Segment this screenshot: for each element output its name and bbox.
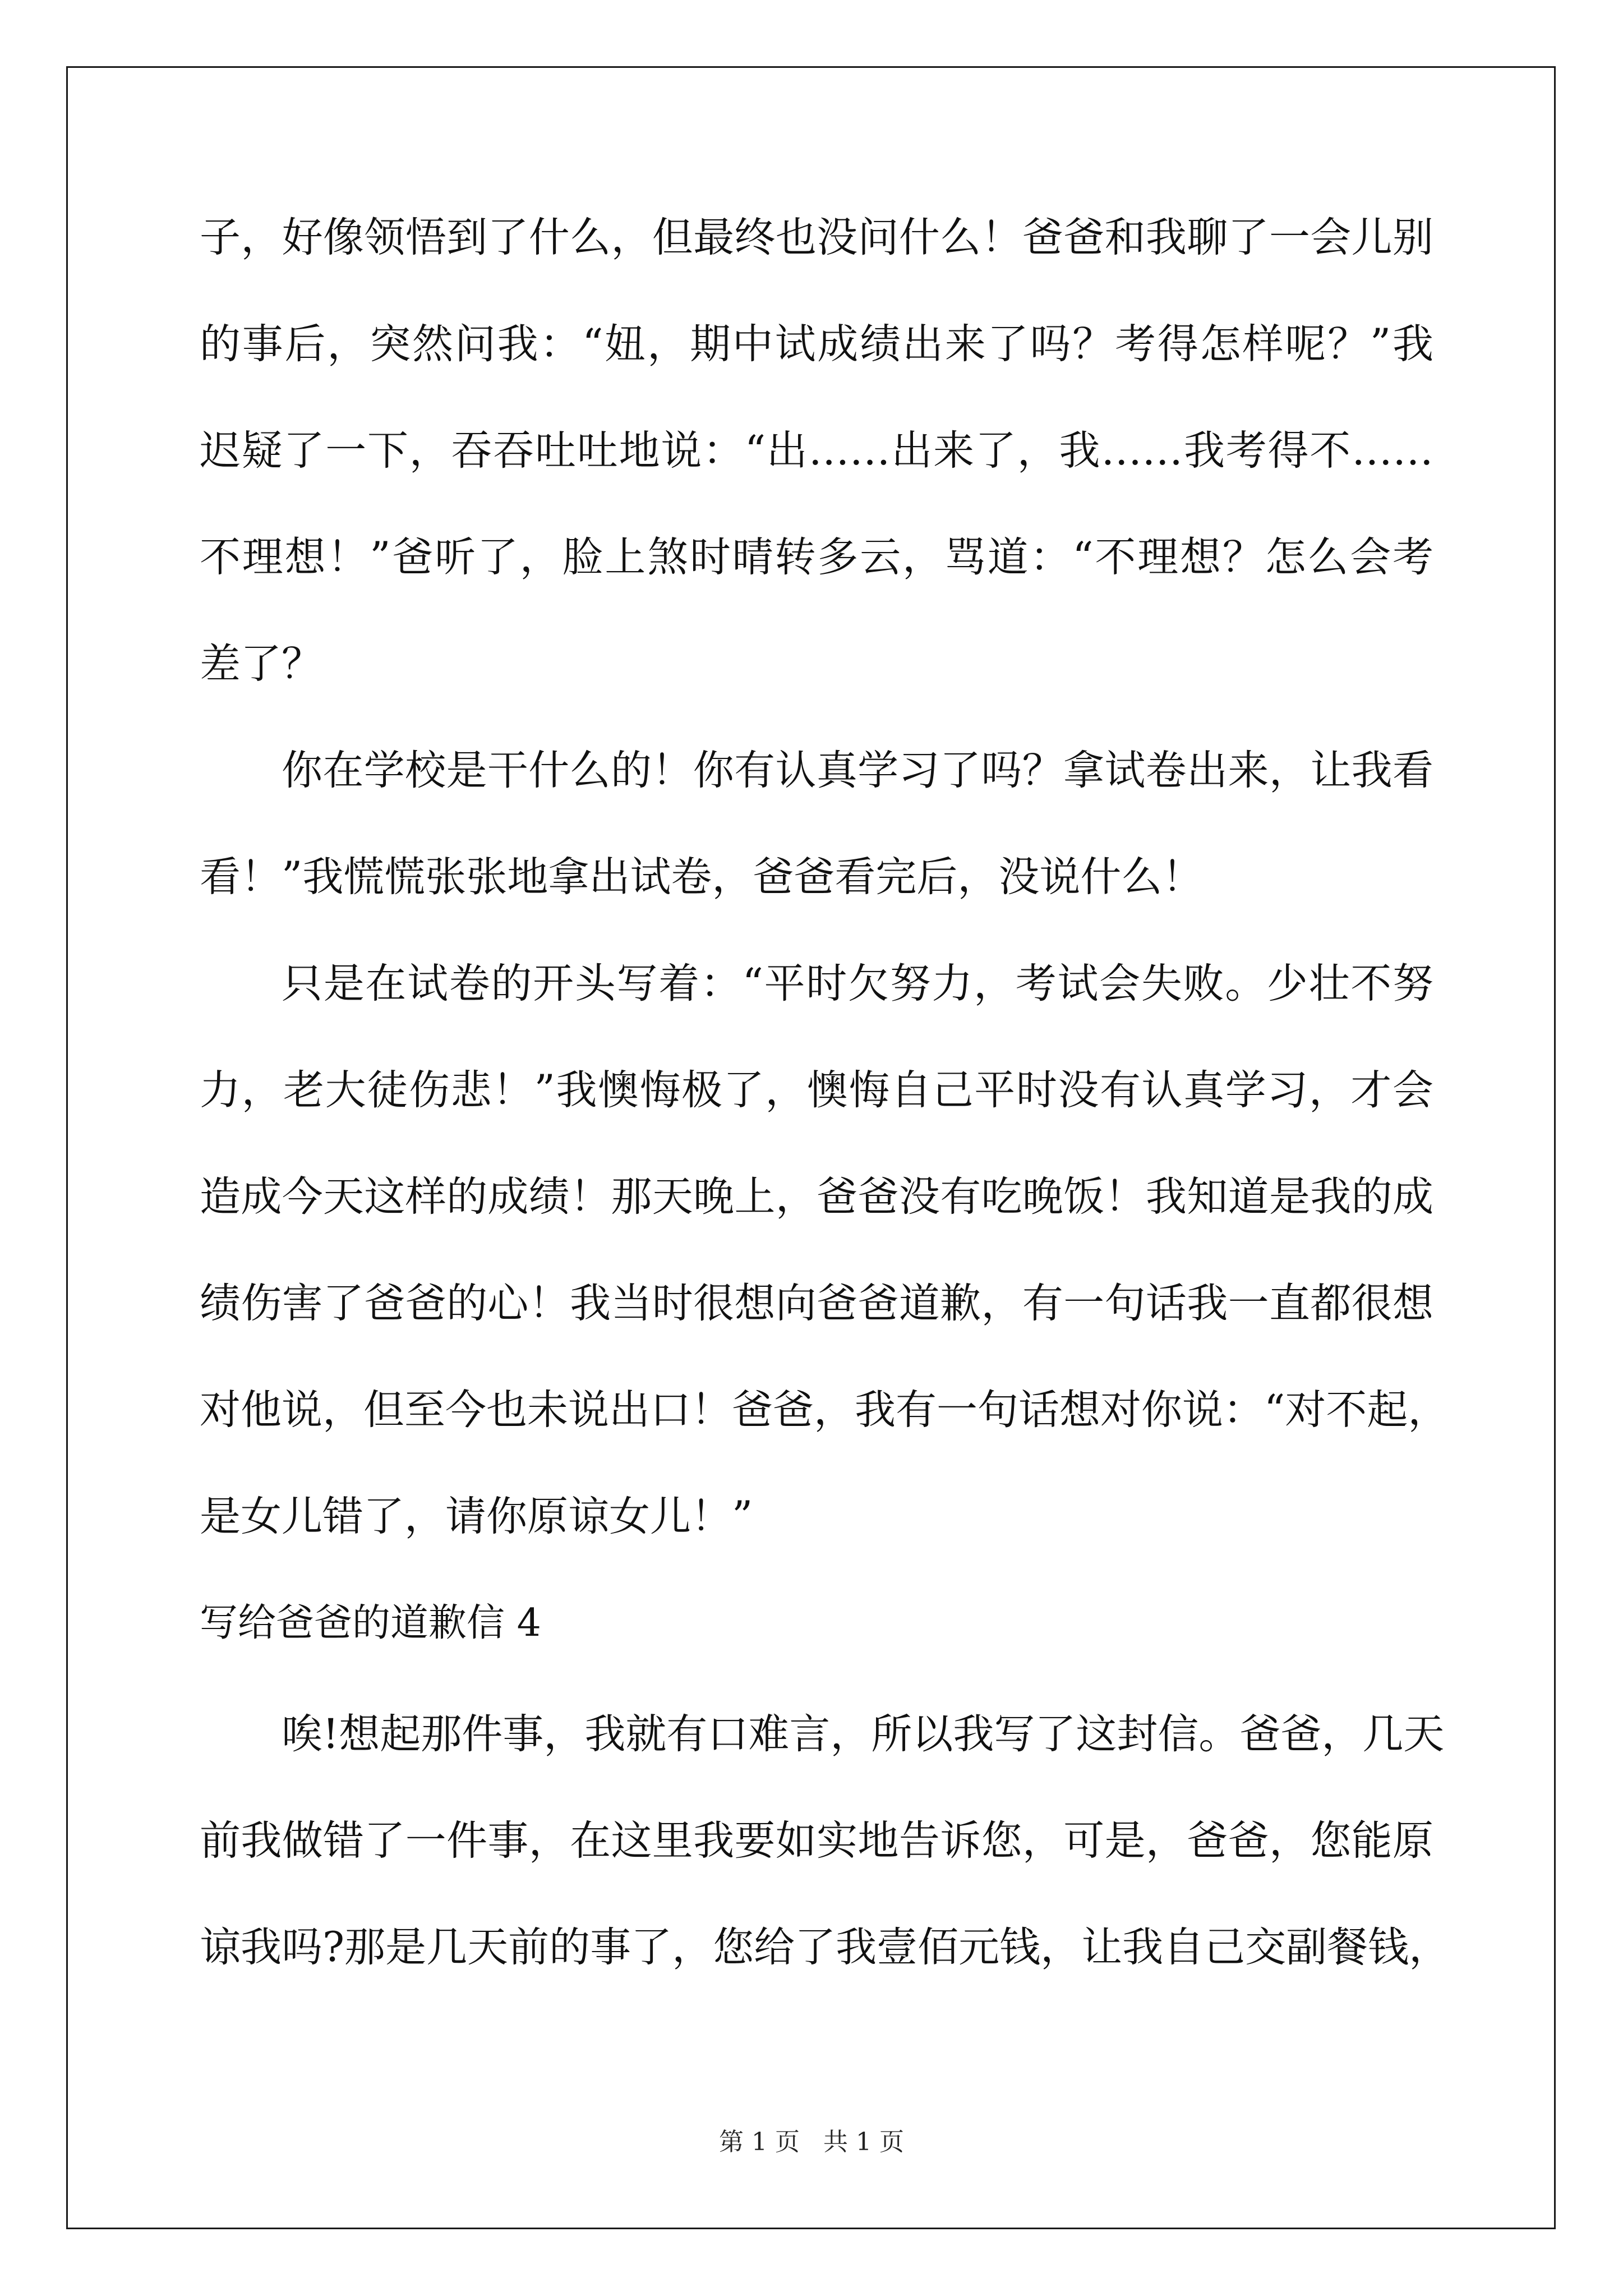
paragraph-start-line: 唉!想起那件事，我就有口难言，所以我写了这封信。爸爸，几天 [282,1710,1445,1758]
page-footer: 第 1 页 共 1 页 [719,2128,904,2156]
paragraph-start-line: 只是在试卷的开头写着：“平时欠努力，考试会失败。少壮不努 [282,960,1433,1007]
text-line: 谅我吗?那是几天前的事了，您给了我壹佰元钱，让我自己交副餐钱， [200,1924,1450,1971]
text-line: 对他说，但至今也未说出口！爸爸，我有一句话想对你说：“对不起， [200,1386,1449,1434]
text-line: 子，好像领悟到了什么，但最终也没问什么！爸爸和我聊了一会儿别 [200,214,1433,261]
text-line: 绩伤害了爸爸的心！我当时很想向爸爸道歉，有一句话我一直都很想 [200,1280,1433,1327]
text-line: 力，老大徒伤悲！”我懊悔极了，懊悔自己平时没有认真学习，才会 [200,1066,1433,1114]
text-line: 迟疑了一下，吞吞吐吐地说：“出……出来了，我……我考得不…… [200,427,1433,475]
paragraph-start-line: 你在学校是干什么的！你有认真学习了吗？拿试卷出来，让我看 [282,747,1433,794]
text-line: 看！”我慌慌张张地拿出试卷，爸爸看完后，没说什么！ [200,853,1204,901]
text-line: 的事后，突然问我：“妞，期中试成绩出来了吗？考得怎样呢？”我 [200,320,1433,368]
document-body [200,214,1450,2032]
text-line: 不理想！”爸听了，脸上煞时晴转多云，骂道：“不理想？怎么会考 [200,533,1433,581]
text-line: 是女儿错了，请你原谅女儿！” [200,1493,753,1540]
text-line: 差了？ [200,640,322,688]
section-heading: 写给爸爸的道歉信 4 [200,1601,541,1645]
text-line: 前我做错了一件事，在这里我要如实地告诉您，可是，爸爸，您能原 [200,1817,1433,1865]
text-line: 造成今天这样的成绩！那天晚上，爸爸没有吃晚饭！我知道是我的成 [200,1173,1433,1221]
